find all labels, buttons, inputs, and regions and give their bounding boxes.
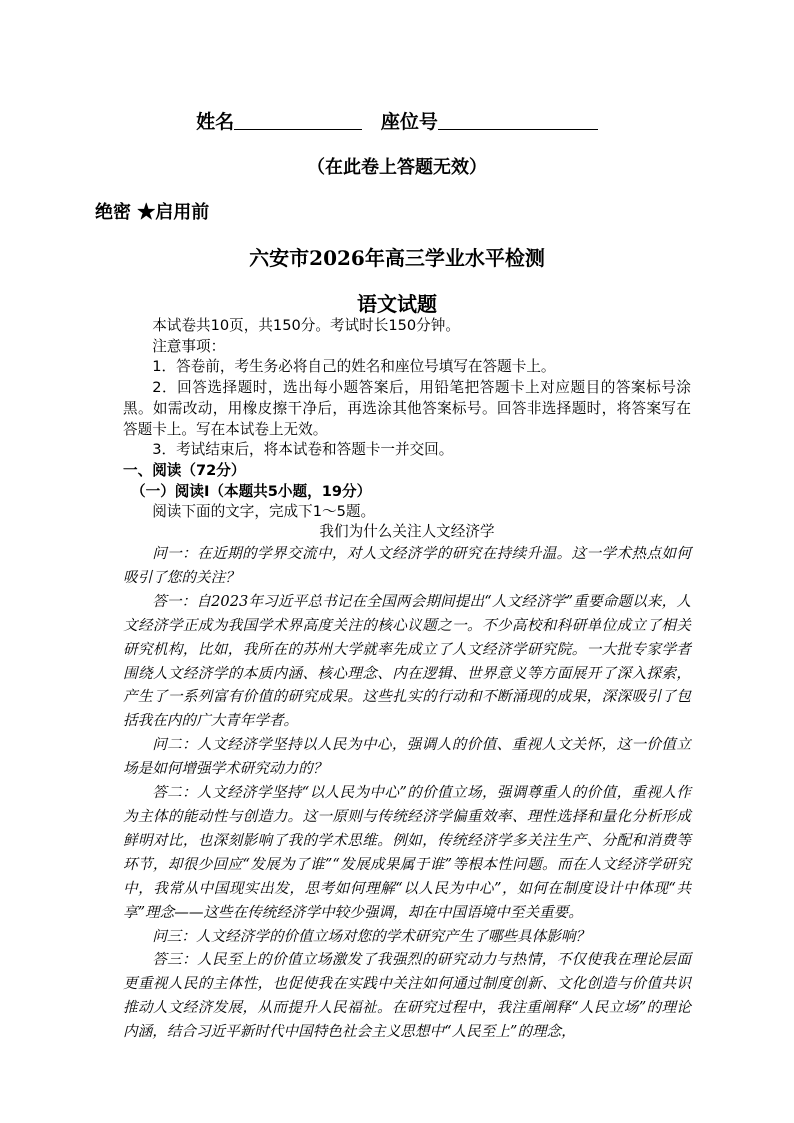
section-heading: 一、阅读（72分） [123,461,246,479]
name-seat-line [0,107,794,134]
instruction-item-3: 3．考试结束后，将本试卷和答题卡一并交回。 [152,441,454,459]
question-1: 问一：在近期的学界交流中，对人文经济学的研究在持续升温。这一学术热点如何吸引了您的关注？ [123,545,691,586]
instructions [123,316,691,523]
subject-title: 语文试题 [357,292,437,316]
name-blank [234,111,362,130]
invalid-note: （在此卷上答题无效） [307,157,487,178]
intro-text: 本试卷共10页，共150分。考试时长150分钟。 [152,317,460,334]
instruction-item-2: 2．回答选择题时，选出每小题答案后，用铅笔把答题卡上对应题目的答案标号涂黑。如需改动，用橡皮擦干净后，再选涂其他答案标号。回答非选择题时，将答案写在答题卡上。写在本试卷上无效。 [123,379,691,438]
answer-2: 答二：人文经济学坚持“以人民为中心”的价值立场，强调尊重人的价值，重视人作为主体的能动性与创造力。这一原则与传统经济学偏重效率、理性选择和量化分析形成鲜明对比，也深刻影响了我的学术思维。例如，传统经济学多关注生产、分配和消费等环节，却很少回应“发展为了谁”“发展成果属于谁”等根本性问题。而在人文经济学研究中，我常从中国现实出发，思考如何理解“以人民为中心”，如何在制度设计中体现“共享”理念——这些在传统经济学中较少强调，却在中国语境中至关重要。 [123,784,691,921]
answer-3: 答三：人民至上的价值立场激发了我强烈的研究动力与热情，不仅使我在理论层面更重视人民的主体性，也促使我在实践中关注如何通过制度创新、文化创造与价值共识推动人文经济发展，从而提升人民福祉。在研究过程中，我注重阐释“人民立场”的理论内涵，结合习近平新时代中国特色社会主义思想中“人民至上”的理念， [123,951,691,1041]
instruction-item-1: 1．答卷前，考生务必将自己的姓名和座位号填写在答题卡上。 [152,358,556,376]
exam-title: 六安市2026年高三学业水平检测 [249,246,545,270]
question-2: 问二：人文经济学坚持以人民为中心，强调人的价值、重视人文关怀，这一价值立场是如何增强学术研究动力的？ [123,736,691,778]
question-3: 问三：人文经济学的价值立场对您的学术研究产生了哪些具体影响？ [152,927,591,945]
article-body [123,542,691,1044]
subsection-heading: （一）阅读Ⅰ（本题共5小题，19分） [131,482,372,500]
notice-label: 注意事项： [152,337,226,355]
article-title: 我们为什么关注人文经济学 [319,523,495,540]
secret-mark: 绝密 ★启用前 [95,202,210,223]
answer-1: 答一：自2023年习近平总书记在全国两会期间提出“人文经济学”重要命题以来，人文经济学正成为我国学术界高度关注的核心议题之一。不少高校和科研单位成立了相关研究机构，比如，我所在的苏州大学就率先成立了人文经济学研究院。一大批专家学者围绕人文经济学的本质内涵、核心理念、内在逻辑、世界意义等方面展开了深入探索，产生了一系列富有价值的研究成果。这些扎实的行动和不断涌现的成果，深深吸引了包括我在内的广大青年学者。 [123,592,691,730]
name-label: 姓名 [196,111,235,133]
seat-blank [438,111,598,130]
directions-text: 阅读下面的文字，完成下1～5题。 [152,503,376,521]
seat-label: 座位号 [380,111,438,133]
